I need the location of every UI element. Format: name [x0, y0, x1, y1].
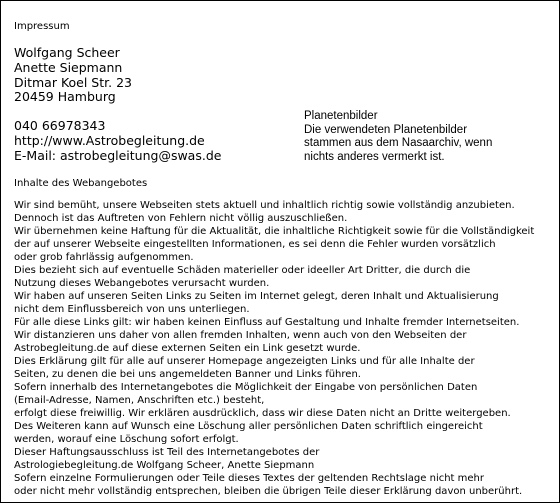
body-line: Wir sind bemüht, unsere Webseiten stets aktuell und inhaltlich richtig sowie vollständig anzubieten. [14, 200, 515, 211]
planet-note-line: nichts anderes vermerkt ist. [304, 150, 445, 163]
body-line: Für alle diese Links gilt: wir haben keinen Einfluss auf Gestaltung und Inhalte fremder Internetseiten. [14, 317, 520, 328]
body-line: Wir distanzieren uns daher von allen fremden Inhalten, wenn auch von den Webseiten der [14, 330, 467, 341]
contact-email-link[interactable]: E-Mail: astrobegleitung@swas.de [14, 147, 222, 163]
body-line: Sofern einzelne Formulierungen oder Teile dieses Textes der geltenden Rechtslage nicht mehr [14, 473, 484, 484]
body-line: Nutzung dieses Webangebotes verursacht wurden. [14, 278, 270, 289]
contact-website-link[interactable]: http://www.Astrobegleitung.de [14, 132, 205, 148]
body-line: erfolgt diese freiwillig. Wir erklären ausdrücklich, dass wir diese Daten nicht an Dritte weitergeben. [14, 408, 511, 419]
body-line: der auf unserer Webseite eingestellten Informationen, es sei denn die Fehler wurden vorsätzlich [14, 239, 496, 250]
contact-city: 20459 Hamburg [14, 89, 116, 105]
body-line: Dennoch ist das Auftreten von Fehlern nicht völlig auszuschließen. [14, 213, 348, 224]
body-line: Wir haben auf unseren Seiten Links zu Seiten im Internet gelegt, deren Inhalt und Aktualisierung [14, 291, 499, 302]
body-line: nicht dem Einflussbereich von uns unterliegen. [14, 304, 250, 315]
body-line: oder grob fahrlässig aufgenommen. [14, 252, 194, 263]
body-line: Wir übernehmen keine Haftung für die Aktualität, die inhaltliche Richtigkeit sowie für die Vollständigkeit [14, 226, 535, 237]
spacer [14, 105, 221, 119]
planet-note-title: Planetenbilder [304, 110, 378, 122]
body-line: (Email-Adresse, Namen, Anschriften etc.) besteht, [14, 395, 265, 406]
body-line: oder nicht mehr vollständig entsprechen, bleiben die übrigen Teile dieser Erklärung davon unberührt. [14, 486, 523, 497]
body-line: Astrobegleitung.de auf diese externen Seiten ein Link gesetzt wurde. [14, 343, 361, 354]
contact-block [14, 46, 221, 164]
planet-note [304, 110, 492, 164]
disclaimer-text [14, 199, 554, 498]
contact-name: Wolfgang Scheer [14, 45, 120, 60]
body-line: Dies bezieht sich auf eventuelle Schäden materieller oder ideeller Art Dritter, die durch die [14, 265, 471, 276]
body-line: werden, worauf eine Löschung sofort erfolgt. [14, 434, 239, 445]
planet-note-line: stammen aus dem Nasaarchiv, wenn [304, 137, 493, 149]
body-line: Seiten, zu denen die bei uns angemeldeten Banner und Links führen. [14, 369, 361, 380]
body-line: Astrologiebegleitung.de Wolfgang Scheer, Anette Siepmann [14, 460, 315, 471]
contact-street: Ditmar Koel Str. 23 [14, 74, 132, 90]
page-heading: Impressum [14, 21, 70, 32]
body-line: Sofern innerhalb des Internetangebotes die Möglichkeit der Eingabe von persönlichen Daten [14, 382, 478, 393]
contact-name: Anette Siepmann [14, 59, 123, 75]
body-line: Des Weiteren kann auf Wunsch eine Löschung aller persönlichen Daten schriftlich eingereicht [14, 421, 483, 432]
planet-note-line: Die verwendeten Planetenbilder [304, 123, 468, 136]
body-line: Dies Erklärung gilt für alle auf unserer Homepage angezeigten Links und für alle Inhalte der [14, 356, 475, 367]
body-line: Dieser Haftungsausschluss ist Teil des Internetangebotes der [14, 447, 320, 458]
contact-phone: 040 66978343 [14, 118, 106, 134]
section-title: Inhalte des Webangebotes [14, 178, 148, 189]
